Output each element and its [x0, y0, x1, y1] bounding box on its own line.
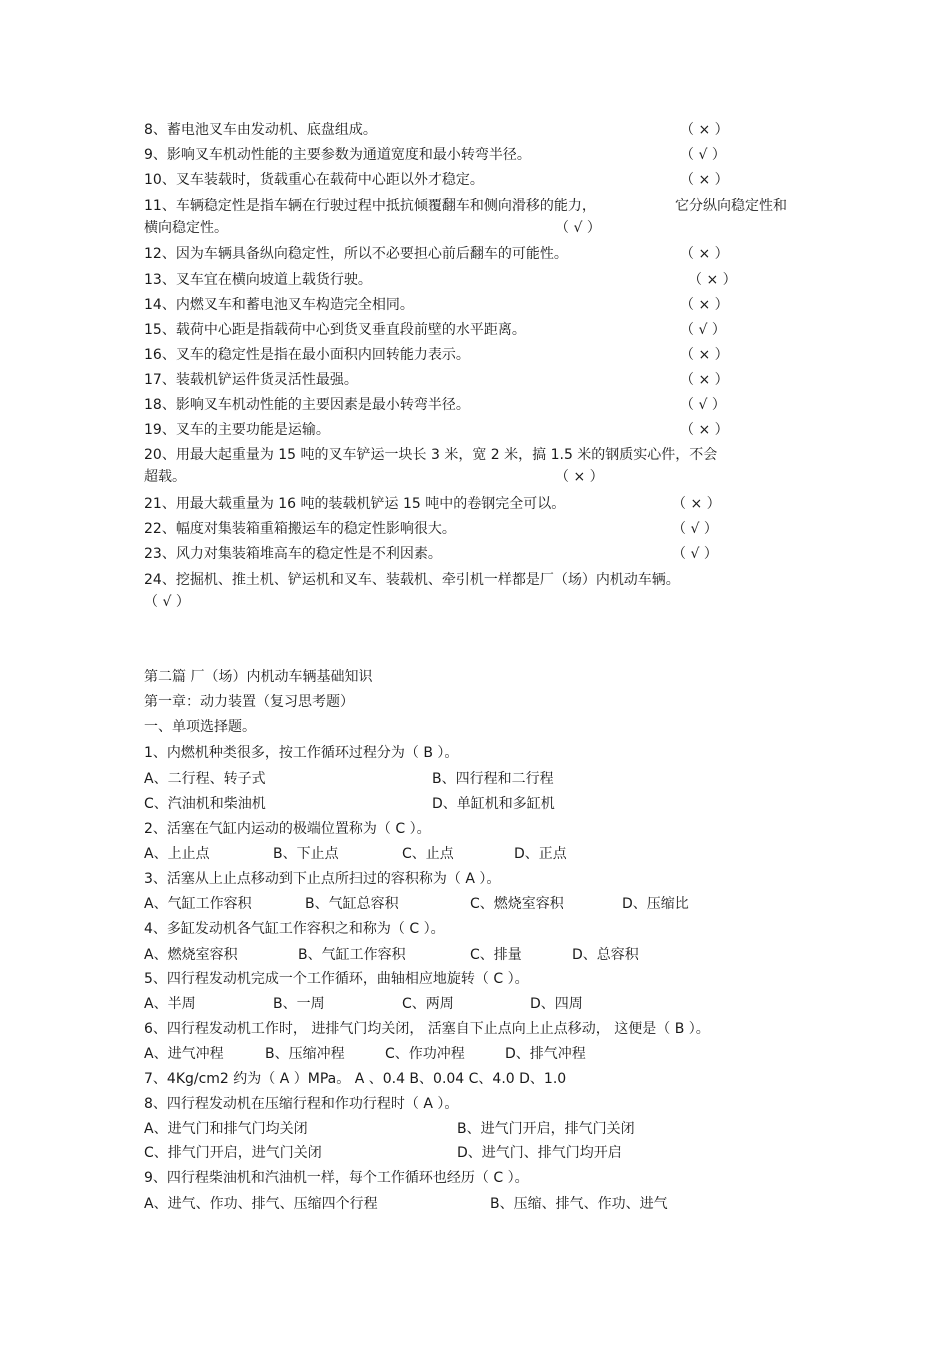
judgement-item-13: 13、叉车宜在横向坡道上载货行驶。 — [144, 272, 372, 288]
option-d: D、正点 — [514, 846, 567, 862]
judgement-item-16: 16、叉车的稳定性是指在最小面积内回转能力表示。 — [144, 347, 470, 363]
question-7: 7、4Kg/cm2 约为（ A ）MPa。 A 、0.4 B、0.04 C、4.0 D、1.0 — [144, 1071, 567, 1087]
option-d: D、排气冲程 — [505, 1046, 586, 1062]
judgement-item-24: 24、挖掘机、推土机、铲运机和叉车、装载机、牵引机一样都是厂（场）内机动车辆。 — [144, 572, 680, 588]
part-title: 第二篇 厂（场）内机动车辆基础知识 — [144, 669, 373, 685]
question-9: 9、四行程柴油机和汽油机一样，每个工作循环也经历（ C ）。 — [144, 1170, 529, 1186]
judgement-item-15: 15、载荷中心距是指载荷中心到货叉垂直段前壁的水平距离。 — [144, 322, 526, 338]
judgement-answer: （ × ） — [680, 122, 729, 138]
judgement-item-8: 8、蓄电池叉车由发动机、底盘组成。 — [144, 122, 377, 138]
judgement-item-18: 18、影响叉车机动性能的主要因素是最小转弯半径。 — [144, 397, 470, 413]
judgement-answer: （ × ） — [688, 272, 737, 288]
option-b: B、一周 — [273, 996, 325, 1012]
question-1: 1、内燃机种类很多，按工作循环过程分为（ B ）。 — [144, 745, 459, 761]
judgement-answer: （ √ ） — [680, 397, 726, 413]
option-d: D、压缩比 — [622, 896, 689, 912]
judgement-item-22: 22、幅度对集装箱重箱搬运车的稳定性影响很大。 — [144, 521, 456, 537]
option-b: B、压缩、排气、作功、进气 — [490, 1196, 668, 1212]
judgement-item-11: 11、车辆稳定性是指车辆在行驶过程中抵抗倾覆翻车和侧向滑移的能力， — [144, 198, 596, 214]
option-a: A、气缸工作容积 — [144, 896, 252, 912]
question-5: 5、四行程发动机完成一个工作循环，曲轴相应地旋转（ C ）。 — [144, 971, 529, 987]
judgement-answer: （ √ ） — [672, 521, 718, 537]
option-d: D、总容积 — [572, 947, 639, 963]
option-d: D、进气门、排气门均开启 — [457, 1145, 622, 1161]
judgement-item-14: 14、内燃叉车和蓄电池叉车构造完全相同。 — [144, 297, 414, 313]
option-b: B、气缸总容积 — [305, 896, 399, 912]
judgement-item-20: 20、用最大起重量为 15 吨的叉车铲运一块长 3 米，宽 2 米，搞 1.5 米的钢质实心件，不会 — [144, 447, 718, 463]
judgement-answer: （ √ ） — [144, 594, 190, 610]
judgement-item-21: 21、用最大载重量为 16 吨的装载机铲运 15 吨中的卷钢完全可以。 — [144, 496, 566, 512]
judgement-answer: （ √ ） — [672, 546, 718, 562]
judgement-answer: （ × ） — [680, 246, 729, 262]
judgement-item-11-line2: 横向稳定性。 — [144, 220, 228, 236]
option-b: B、进气门开启，排气门关闭 — [457, 1121, 635, 1137]
option-b: B、压缩冲程 — [265, 1046, 345, 1062]
option-b: B、下止点 — [273, 846, 339, 862]
section-title: 一、单项选择题。 — [144, 719, 256, 735]
judgement-answer: （ × ） — [680, 172, 729, 188]
option-a: A、进气门和排气门均关闭 — [144, 1121, 308, 1137]
option-a: A、燃烧室容积 — [144, 947, 238, 963]
judgement-item-12: 12、因为车辆具备纵向稳定性，所以不必要担心前后翻车的可能性。 — [144, 246, 568, 262]
question-8: 8、四行程发动机在压缩行程和作功行程时（ A ）。 — [144, 1096, 459, 1112]
chapter-title: 第一章：动力装置（复习思考题） — [144, 694, 354, 710]
judgement-answer: （ √ ） — [680, 147, 726, 163]
judgement-answer: （ √ ） — [555, 220, 601, 236]
option-c: C、汽油机和柴油机 — [144, 796, 266, 812]
question-4: 4、多缸发动机各气缸工作容积之和称为（ C ）。 — [144, 921, 445, 937]
option-d: D、四周 — [530, 996, 583, 1012]
option-c: C、止点 — [402, 846, 454, 862]
option-a: A、二行程、转子式 — [144, 771, 266, 787]
judgement-item-23: 23、风力对集装箱堆高车的稳定性是不利因素。 — [144, 546, 442, 562]
option-a: A、进气、作功、排气、压缩四个行程 — [144, 1196, 378, 1212]
judgement-item-10: 10、叉车装载时，货载重心在载荷中心距以外才稳定。 — [144, 172, 484, 188]
option-c: C、排气门开启，进气门关闭 — [144, 1145, 322, 1161]
option-c: C、排量 — [470, 947, 522, 963]
judgement-answer: （ × ） — [680, 297, 729, 313]
judgement-item-19: 19、叉车的主要功能是运输。 — [144, 422, 330, 438]
judgement-item-9: 9、影响叉车机动性能的主要参数为通道宽度和最小转弯半径。 — [144, 147, 531, 163]
judgement-item-20-line2: 超载。 — [144, 469, 186, 485]
judgement-answer: （ × ） — [672, 496, 721, 512]
question-3: 3、活塞从上止点移动到下止点所扫过的容积称为（ A ）。 — [144, 871, 501, 887]
option-b: B、气缸工作容积 — [298, 947, 406, 963]
judgement-answer: （ × ） — [555, 469, 604, 485]
option-a: A、半周 — [144, 996, 196, 1012]
question-6: 6、四行程发动机工作时， 进排气门均关闭， 活塞自下止点向上止点移动， 这便是（ B ）。 — [144, 1021, 710, 1037]
judgement-answer: （ √ ） — [680, 322, 726, 338]
judgement-item-11-continued: 它分纵向稳定性和 — [675, 198, 787, 214]
option-c: C、燃烧室容积 — [470, 896, 564, 912]
judgement-item-17: 17、装载机铲运件货灵活性最强。 — [144, 372, 358, 388]
judgement-answer: （ × ） — [680, 347, 729, 363]
judgement-answer: （ × ） — [680, 372, 729, 388]
judgement-answer: （ × ） — [680, 422, 729, 438]
question-2: 2、活塞在气缸内运动的极端位置称为（ C ）。 — [144, 821, 431, 837]
option-c: C、两周 — [402, 996, 454, 1012]
option-d: D、单缸机和多缸机 — [432, 796, 555, 812]
option-b: B、四行程和二行程 — [432, 771, 554, 787]
option-c: C、作功冲程 — [385, 1046, 465, 1062]
option-a: A、进气冲程 — [144, 1046, 224, 1062]
option-a: A、上止点 — [144, 846, 210, 862]
